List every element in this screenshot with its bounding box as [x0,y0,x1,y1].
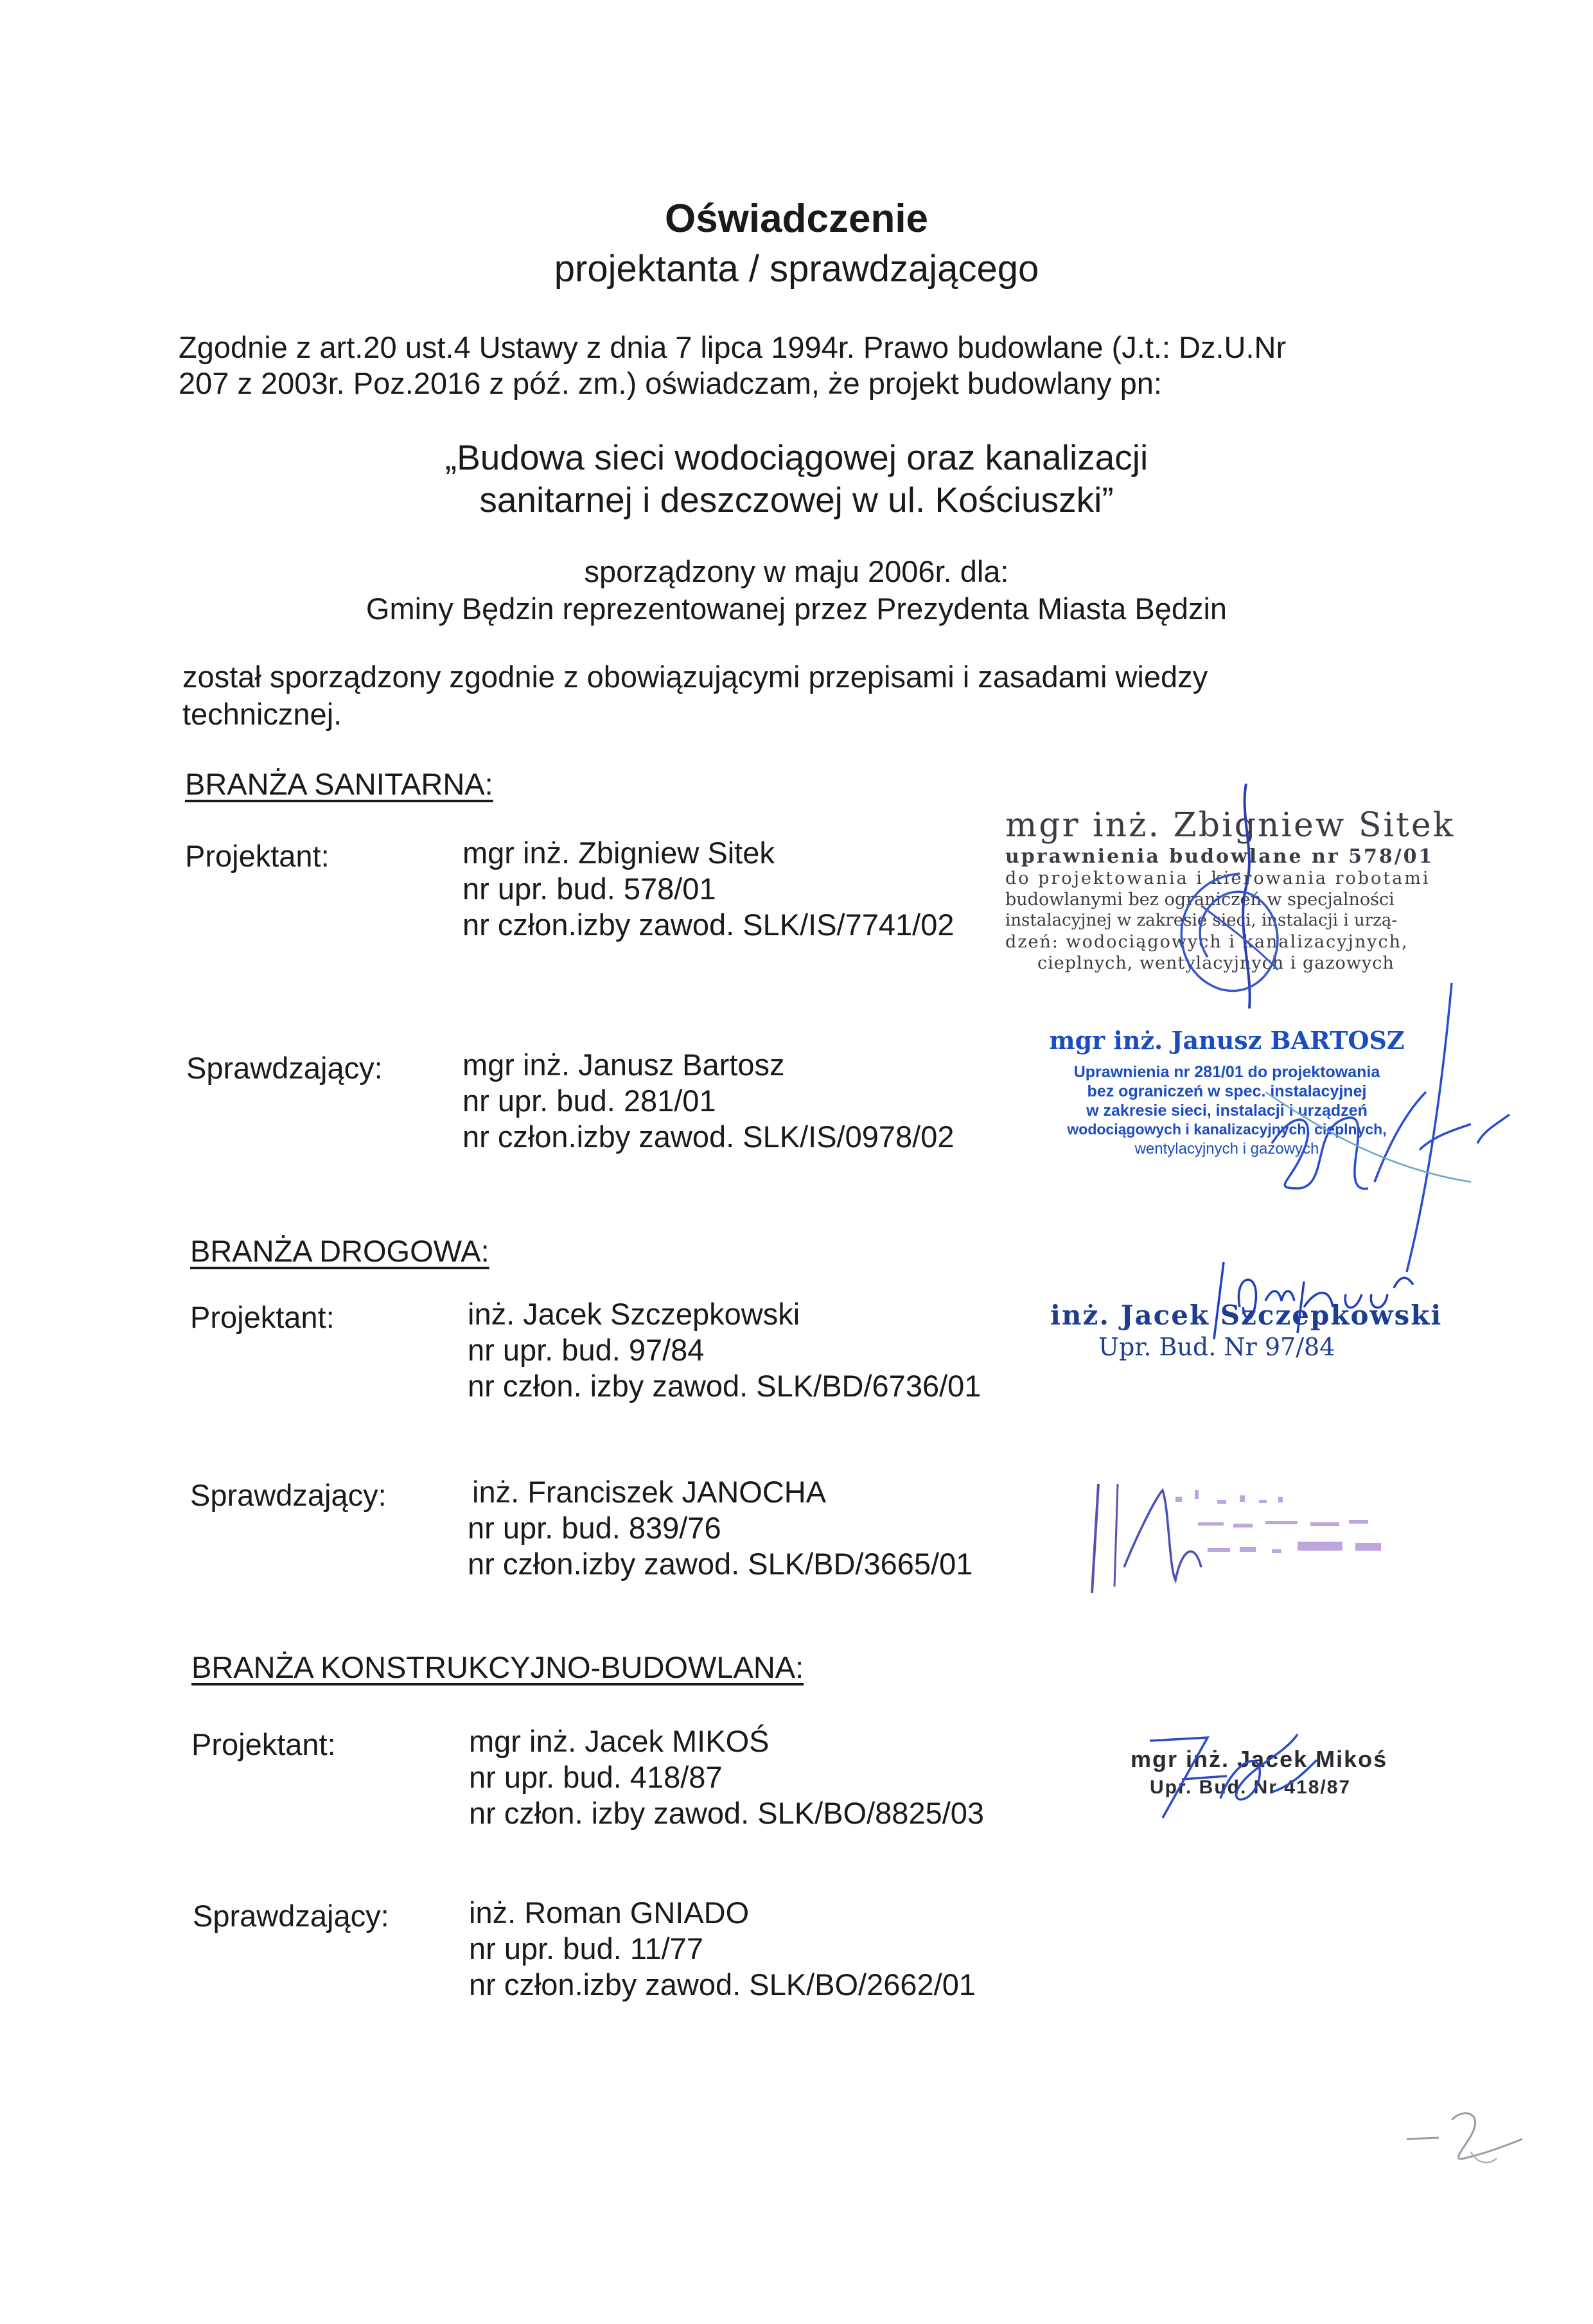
stamp-mikos-name: mgr inż. Jacek Mikoś [1131,1746,1388,1772]
designer-name: inż. Jacek Szczepkowski [468,1297,800,1331]
stamp-bartosz-line-4: w zakresie sieci, instalacji i urządzeń [1086,1102,1368,1120]
stamp-bartosz-line-5: wodociągowych i kanalizacyjnych, cieplnych, [1067,1121,1387,1138]
designer-chamber-number: nr człon. izby zawod. SLK/BD/6736/01 [468,1369,981,1403]
checker-license: nr upr. bud. 11/77 [469,1932,703,1966]
stamp-bartosz-line-6: wentylacyjnych i gazowych [1134,1140,1319,1158]
signature-mikos [1137,1721,1330,1824]
designer-license: nr upr. bud. 578/01 [462,872,716,906]
stamp-szczepkowski-license: Upr. Bud. Nr 97/84 [1098,1333,1335,1361]
checker-chamber-number: nr człon.izby zawod. SLK/BO/2662/01 [469,1967,976,2002]
checker-license: nr upr. bud. 281/01 [462,1084,716,1118]
designer-license: nr upr. bud. 418/87 [469,1760,723,1794]
compliance-line-2: technicznej. [182,697,342,731]
stamp-sitek-line-3: do projektowania i kierowania robotami [1005,868,1430,888]
checker-chamber-number: nr człon.izby zawod. SLK/BD/3665/01 [468,1547,973,1581]
designer-label: Projektant: [191,1727,336,1761]
stamp-bartosz-name: mgr inż. Janusz BARTOSZ [1049,1026,1405,1055]
checker-name: inż. Roman GNIADO [469,1896,750,1930]
designer-license: nr upr. bud. 97/84 [468,1333,705,1367]
section-heading-sanitary: BRANŻA SANITARNA: [185,767,493,801]
designer-label: Projektant: [190,1300,335,1334]
designer-name: mgr inż. Jacek MIKOŚ [469,1724,770,1758]
intro-line-2: 207 z 2003r. Poz.2016 z póź. zm.) oświadczam, że projekt budowlany pn: [179,366,1162,400]
checker-name: inż. Franciszek JANOCHA [472,1475,827,1509]
checker-license: nr upr. bud. 839/76 [468,1511,721,1545]
stamp-janocha [1086,1471,1420,1599]
stamp-sitek-line-5: instalacyjnej w zakresie sieci, instalacji i urzą- [1005,911,1398,930]
stamp-bartosz-line-3: bez ograniczeń w spec. instalacyjnej [1087,1082,1367,1100]
intro-line-1: Zgodnie z art.20 ust.4 Ustawy z dnia 7 lipca 1994r. Prawo budowlane (J.t.: Dz.U.Nr [179,330,1287,364]
prepared-line-1: sporządzony w maju 2006r. dla: [584,554,1009,588]
page-number-mark [1400,2100,1529,2171]
checker-label: Sprawdzający: [190,1478,387,1512]
stamp-sitek-line-2: uprawnienia budowlane nr 578/01 [1005,845,1434,868]
stamp-bartosz-line-2: Uprawnienia nr 281/01 do projektowania [1073,1063,1380,1081]
section-heading-road: BRANŻA DROGOWA: [190,1234,489,1268]
stamp-sitek-line-6: dzeń: wodociągowych i kanalizacyjnych, [1005,932,1409,952]
stamp-mikos-license: Upr. Bud. Nr 418/87 [1150,1777,1351,1798]
stamp-szczepkowski-name: inż. Jacek Szczepkowski [1050,1299,1443,1331]
checker-label: Sprawdzający: [186,1051,383,1085]
designer-label: Projektant: [185,839,330,873]
checker-name: mgr inż. Janusz Bartosz [462,1048,785,1082]
document-title: Oświadczenie [664,197,929,241]
prepared-line-2: Gminy Będzin reprezentowanej przez Prezydenta Miasta Będzin [365,592,1228,626]
stamp-sitek-line-4: budowlanymi bez ograniczeń w specjalności [1005,890,1395,910]
stamp-sitek-line-7: cieplnych, wentylacyjnych i gazowych [1037,953,1395,973]
stamp-sitek-name: mgr inż. Zbigniew Sitek [1005,806,1456,845]
signature-szczepkowski [1208,1249,1420,1346]
checker-label: Sprawdzający: [193,1899,389,1933]
signature-bartosz [1259,976,1529,1278]
designer-chamber-number: nr człon.izby zawod. SLK/IS/7741/02 [462,908,955,942]
section-heading-structural: BRANŻA KONSTRUKCYJNO-BUDOWLANA: [191,1650,804,1684]
checker-chamber-number: nr człon.izby zawod. SLK/IS/0978/02 [462,1120,955,1154]
compliance-line-1: został sporządzony zgodnie z obowiązującymi przepisami i zasadami wiedzy [182,660,1208,694]
project-name-line-1: „Budowa sieci wodociągowej oraz kanalizacji [444,437,1149,477]
project-name-line-2: sanitarnej i deszczowej w ul. Kościuszki” [479,480,1114,520]
designer-name: mgr inż. Zbigniew Sitek [462,836,775,870]
document-subtitle: projektanta / sprawdzającego [554,248,1039,290]
designer-chamber-number: nr człon. izby zawod. SLK/BO/8825/03 [469,1796,985,1830]
